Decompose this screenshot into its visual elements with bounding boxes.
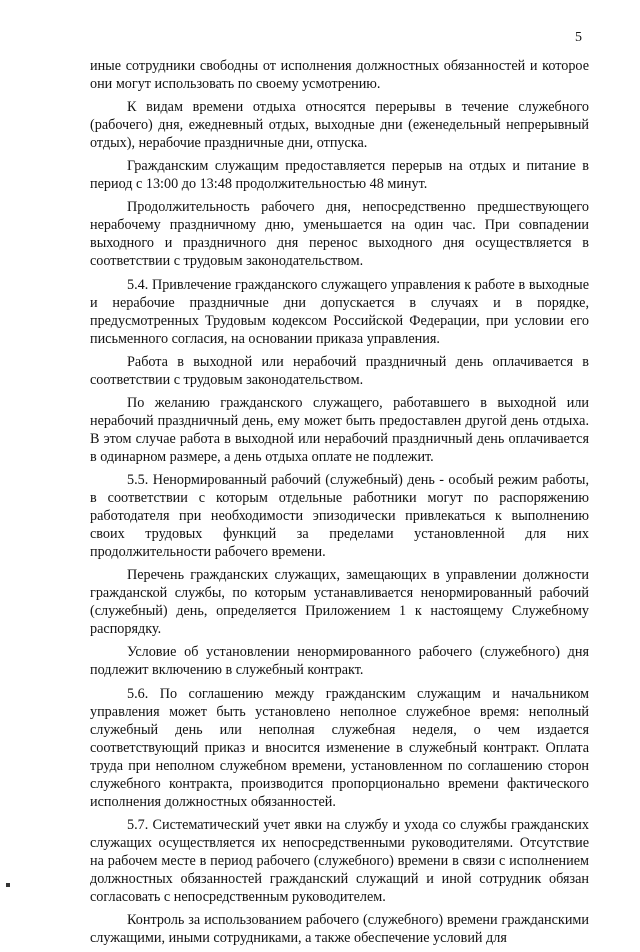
paragraph-pre-holiday: Продолжительность рабочего дня, непосредственно предшествующего нерабочему праздничному дню, уменьшается на один час. При совпадении выходного и праздничного дня перенос выходного дня осуществляется в соответствии с трудовым законодательством.	[90, 199, 589, 270]
page-number: 5	[575, 30, 582, 45]
paragraph-section-5-5: 5.5. Ненормированный рабочий (служебный) день - особый режим работы, в соответствии с которым отдельные работники могут по распоряжению работодателя при необходимости эпизодически привлекаться к выполнению своих трудовых функций за пределами установленной для них продолжительности рабочего времени.	[90, 471, 589, 561]
paragraph-lunch-break: Гражданским служащим предоставляется перерыв на отдых и питание в период с 13:00 до 13:48 продолжительностью 48 минут.	[90, 158, 589, 193]
paragraph-rest-types: К видам времени отдыха относятся перерывы в течение служебного (рабочего) дня, ежедневный отдых, выходные дни (еженедельный непрерывный отдых), нерабочие праздничные дни, отпуска.	[90, 99, 589, 152]
paragraph-holiday-pay: Работа в выходной или нерабочий праздничный день оплачивается в соответствии с трудовым законодательством.	[90, 353, 589, 388]
paragraph-section-5-7: 5.7. Систематический учет явки на службу и ухода со службы гражданских служащих осуществляется их непосредственными руководителями. Отсутствие на рабочем месте в период рабочего (служебного) времени в связи с исполнением должностных обязанностей гражданский служащий и иной сотрудник обязан согласовать с непосредственным руководителем.	[90, 816, 589, 906]
paragraph-section-5-6: 5.6. По соглашению между гражданским служащим и начальником управления может быть установлено неполное служебное время: неполный служебный день или неполная служебная неделя, о чем издается соответствующий приказ и вносится изменение в служебный контракт. Оплата труда при неполном служебном времени, установленном по соглашению сторон служебного контракта, производится пропорционально времени фактического исполнения должностных обязанностей.	[90, 685, 589, 810]
paragraph-day-off: По желанию гражданского служащего, работавшего в выходной или нерабочий праздничный день, ему может быть предоставлен другой день отдыха. В этом случае работа в выходной или нерабочий праздничный день оплачивается в одинарном размере, а день отдыха оплате не подлежит.	[90, 394, 589, 465]
paragraph-continuation: иные сотрудники свободны от исполнения должностных обязанностей и которое они могут использовать по своему усмотрению.	[90, 58, 589, 93]
document-body	[90, 57, 589, 952]
paragraph-control: Контроль за использованием рабочего (служебного) времени гражданскими служащими, иными сотрудниками, а также обеспечение условий для	[90, 912, 589, 947]
paragraph-irregular-list: Перечень гражданских служащих, замещающих в управлении должности гражданской службы, по которым устанавливается ненормированный рабочий (служебный) день, определяется Приложением 1 к настоящему Служебному распорядку.	[90, 567, 589, 638]
paragraph-section-5-4: 5.4. Привлечение гражданского служащего управления к работе в выходные и нерабочие праздничные дни допускается в случаях и в порядке, предусмотренных Трудовым кодексом Российской Федерации, при условии его письменного согласия, на основании приказа управления.	[90, 276, 589, 347]
scan-mark	[6, 883, 10, 887]
paragraph-irregular-contract: Условие об установлении ненормированного рабочего (служебного) дня подлежит включению в служебный контракт.	[90, 644, 589, 679]
